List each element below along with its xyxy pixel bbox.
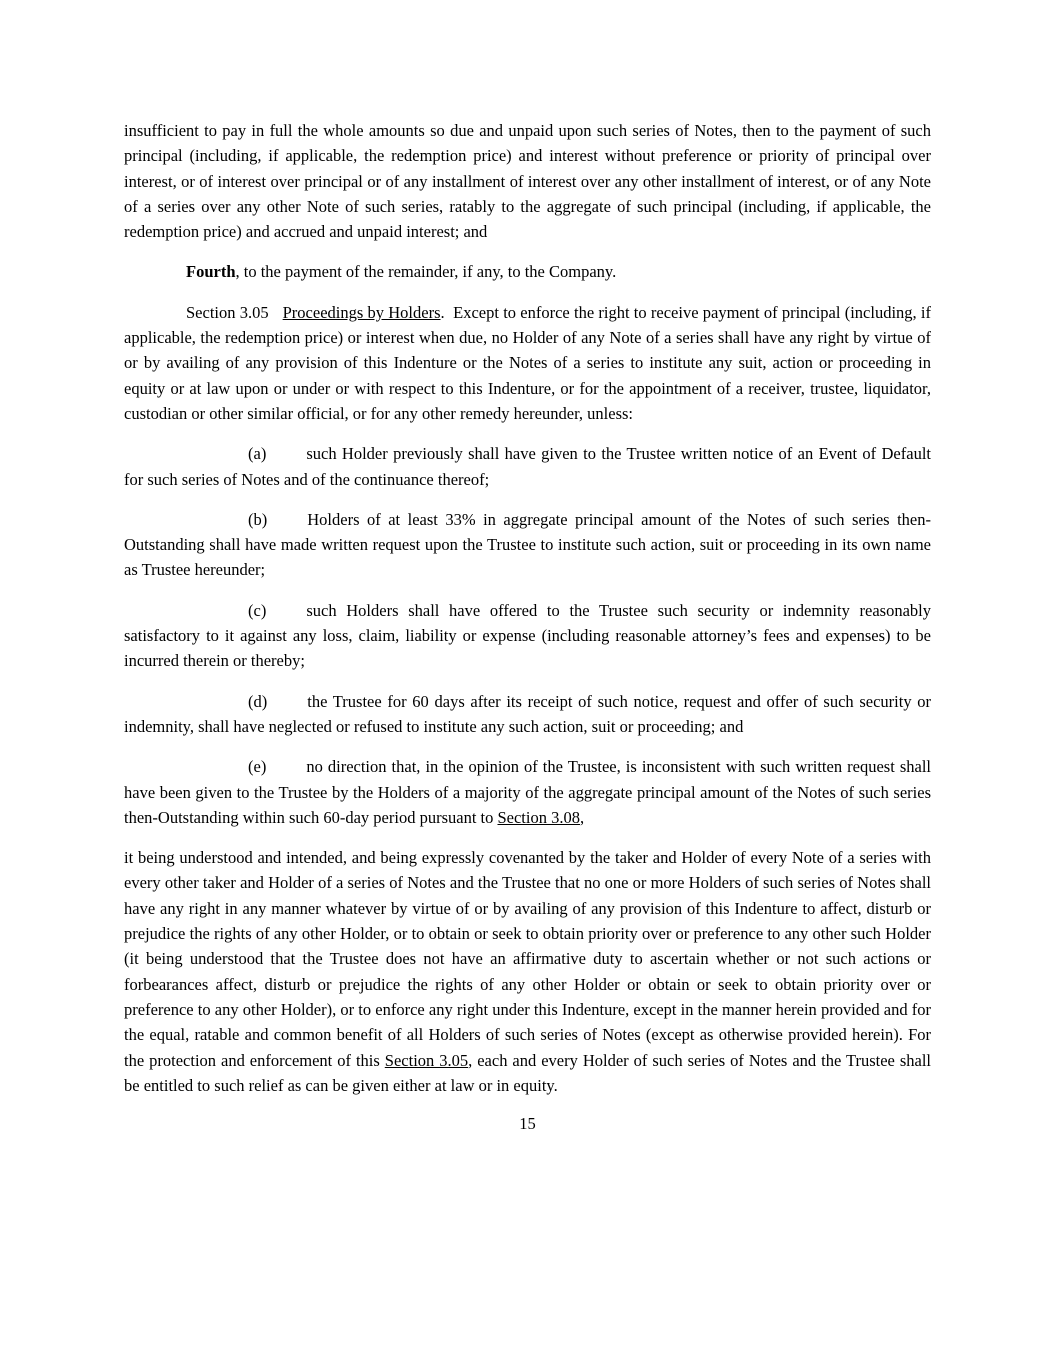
clause-c-text: such Holders shall have offered to the Trustee such security or indemnity reasonably satisfactory to it against any loss, claim, liability or expense (including reasonable attorney’s fees and expenses) to be incurred therein or thereby; bbox=[124, 600, 931, 671]
clause-e-text-end: , bbox=[579, 807, 585, 827]
clause-d-label: (d) bbox=[248, 691, 268, 711]
section-3-08-reference: Section 3.08 bbox=[497, 807, 580, 827]
continuation-text: insufficient to pay in full the whole amounts so due and unpaid upon such series of Notes, then to the payment of such principal (including, if applicable, the redemption price) and interest without preference or priority of principal over interest, or of interest over principal or of any installment of interest over any other installment of interest, or of any Note of a series over any other Note of such series, ratably to the aggregate of such principal (including, if applicable, the redemption price) and accrued and unpaid interest; and bbox=[124, 121, 931, 242]
clause-b bbox=[124, 507, 931, 583]
clause-b-text: Holders of at least 33% in aggregate principal amount of the Notes of such series then-Outstanding shall have made written request upon the Trustee to institute such action, suit or proceeding in its own name as Trustee hereunder; bbox=[124, 509, 931, 580]
clause-e-text: no direction that, in the opinion of the Trustee, is inconsistent with such written request shall have been given to the Trustee by the Holders of a majority of the aggregate principal amount of the Notes of such series then-Outstanding within such 60-day period pursuant to bbox=[124, 757, 931, 827]
page-number: 15 bbox=[519, 1114, 536, 1134]
closing-text: it being understood and intended, and being expressly covenanted by the taker and Holder of every Note of a series with every other taker and Holder of a series of Notes and the Trustee that no one or more Holders of such series of Notes shall have any right in any manner whatever by virtue of or by availing of any provision of this Indenture to affect, disturb or prejudice the rights of any other Holder, or to obtain or seek to obtain priority over or preference to any other such Holder (it being understood that the Trustee does not have an affirmative duty to ascertain whether or not such actions or forbearances affect, disturb or prejudice the rights of any other Holder or obtain or seek to obtain priority over or preference to any other Holder), or to enforce any right under this Indenture, except in the manner herein provided and for the equal, ratable and common benefit of all Holders of such series of Notes (except as otherwise provided herein). For the protection and enforcement of this bbox=[124, 848, 931, 1070]
clause-a-text: such Holder previously shall have given to the Trustee written notice of an Event of Default for such series of Notes and of the continuance thereof; bbox=[124, 444, 931, 489]
clause-b-label: (b) bbox=[248, 509, 268, 529]
clause-a bbox=[124, 441, 931, 492]
section-number: Section 3.05 bbox=[186, 302, 269, 322]
clause-e bbox=[124, 754, 931, 830]
clause-d bbox=[124, 689, 931, 740]
continuation-paragraph bbox=[124, 118, 931, 244]
fourth-text: , to the payment of the remainder, if any, to the Company. bbox=[235, 262, 617, 282]
section-3-05-reference: Section 3.05 bbox=[384, 1050, 469, 1070]
section-heading: Proceedings by Holders bbox=[282, 302, 441, 322]
clause-c bbox=[124, 598, 931, 674]
fourth-clause bbox=[124, 259, 931, 284]
clause-e-label: (e) bbox=[248, 757, 267, 777]
closing-text-end: , each and every Holder of such series of Notes and the Trustee shall be entitled to such relief as can be given either at law or in equity. bbox=[124, 1050, 931, 1095]
fourth-label: Fourth bbox=[186, 262, 236, 282]
section-body-text: . Except to enforce the right to receive payment of principal (including, if applicable, the redemption price) or interest when due, no Holder of any Note of a series shall have any right by virtue of or by availing of any provision of this Indenture or the Notes of a series to institute any suit, action or proceeding in equity or at law upon or under or with respect to this Indenture, or for the appointment of a receiver, trustee, liquidator, custodian or other similar official, or for any other remedy hereunder, unless: bbox=[124, 302, 931, 423]
clause-c-label: (c) bbox=[248, 600, 267, 620]
clause-d-text: the Trustee for 60 days after its receipt of such notice, request and offer of such security or indemnity, shall have neglected or refused to institute any such action, suit or proceeding; and bbox=[124, 691, 931, 736]
section-3-05-paragraph bbox=[124, 300, 931, 426]
closing-paragraph bbox=[124, 845, 931, 1098]
clause-a-label: (a) bbox=[248, 444, 267, 464]
